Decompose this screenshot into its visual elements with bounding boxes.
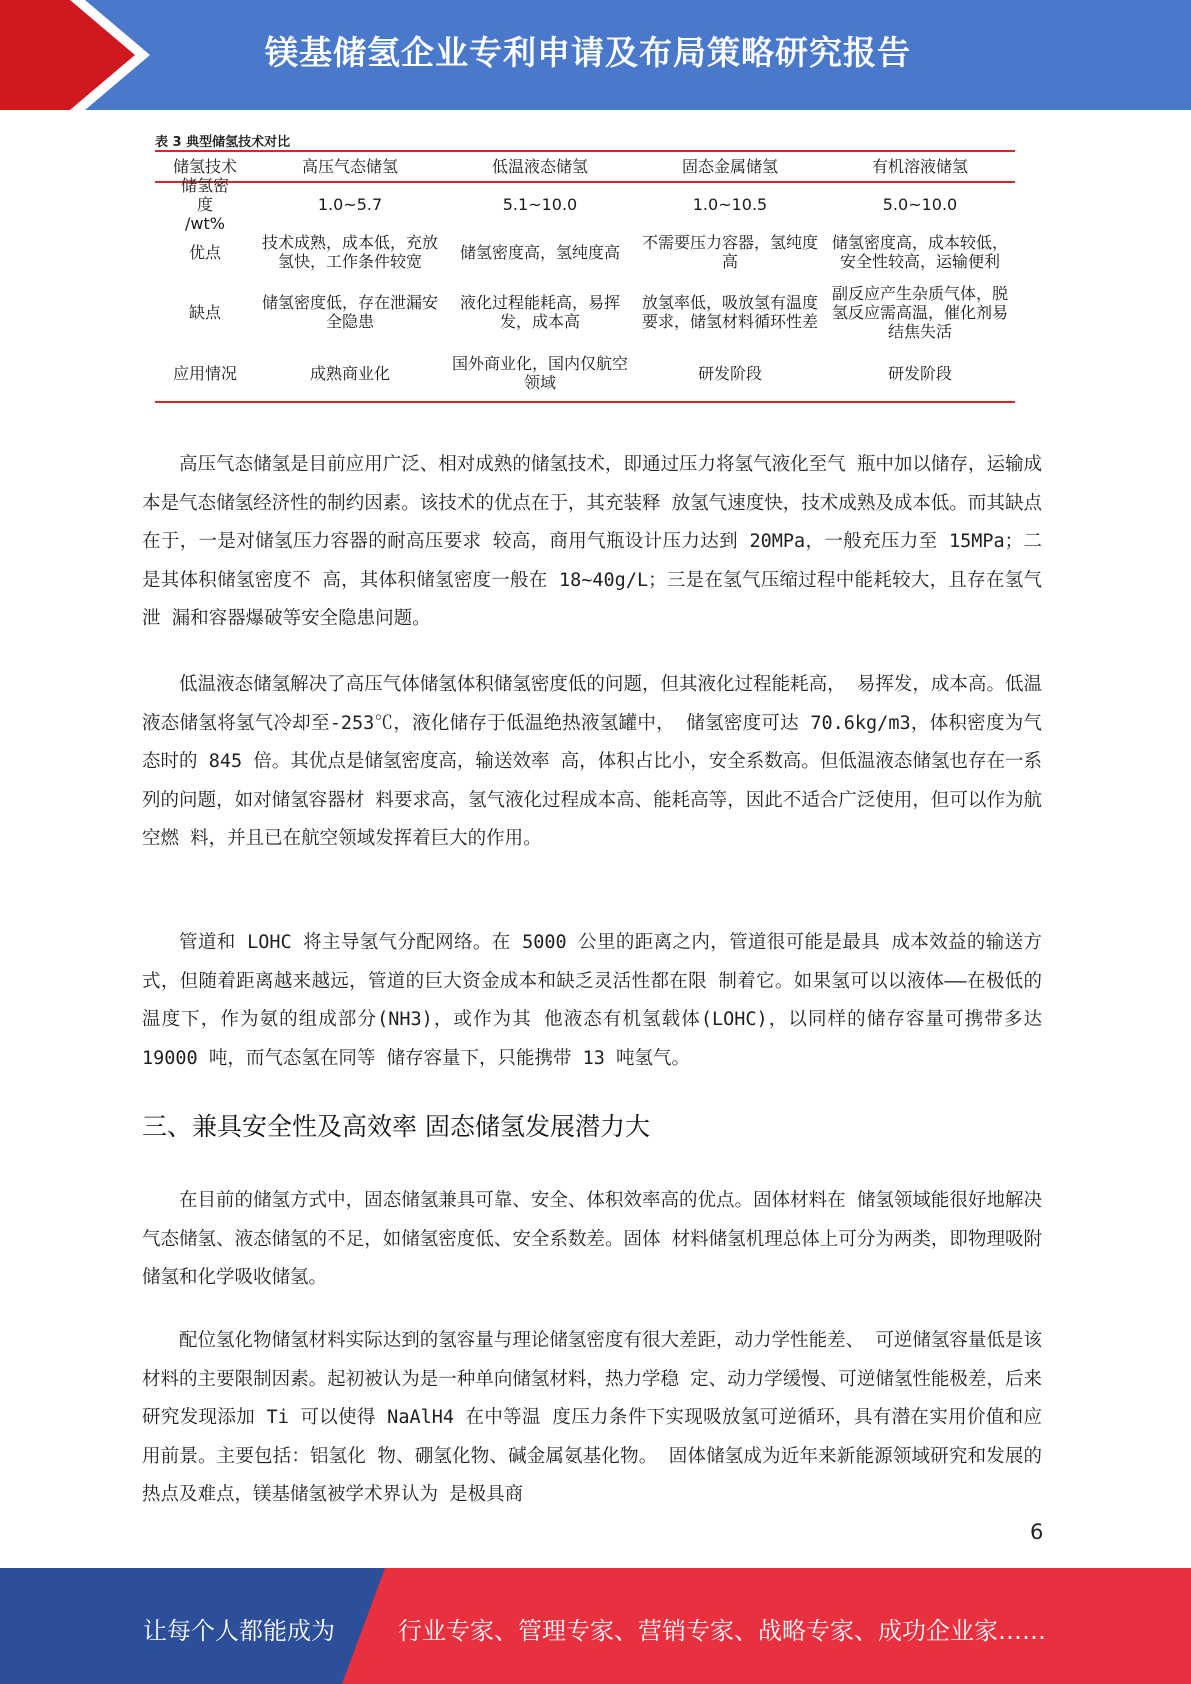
table-cell: 储氢密度低，存在泄漏安全隐患 — [261, 293, 438, 331]
table-header-row — [155, 152, 1015, 181]
table-header-cell: 固态金属储氢 — [681, 157, 778, 176]
paragraph-low-temp-liquid: 低温液态储氢解决了高压气体储氢体积储氢密度低的问题，但其液化过程能耗高， 易挥发，成本高。低温液态储氢将氢气冷却至-253℃，液化储存于低温绝热液氢罐中， 储氢密度可达 70.6kg/m3，体积密度为气态时的 845 倍。其优点是储氢密度高，输送效率 高，体积占比小，安全系数高。但低温液态储氢也存在一系列的问题，如对储氢容器材 料要求高，氢气液化过程成本高、能耗高等，因此不适合广泛使用，但可以作为航空燃 料，并且已在航空领域发挥着巨大的作用。 — [142, 674, 1042, 849]
paragraph-complex-hydride: 配位氢化物储氢材料实际达到的氢容量与理论储氢密度有很大差距，动力学性能差、 可逆储氢容量低是该材料的主要限制因素。起初被认为是一种单向储氢材料，热力学稳 定、动力学缓慢、可逆储氢性能极差，后来研究发现添加 Ti 可以使得 NaAlH4 在中等温 度压力条件下实现吸放氢可逆循环，具有潜在实用价值和应用前景。主要包括：铝氢化 物、硼氢化物、碱金属氨基化物。 固体储氢成为近年来新能源领域研究和发展的热点及难点，镁基储氢被学术界认为 是极具商 — [142, 1330, 1042, 1505]
paragraph-pipeline-lohc: 管道和 LOHC 将主导氢气分配网络。在 5000 公里的距离之内，管道很可能是最具 成本效益的输送方式，但随着距离越来越远，管道的巨大资金成本和缺乏灵活性都在限 制着它。如果氢可以以液体——在极低的温度下，作为氨的组成部分(NH3)，或作为其 他液态有机氢载体(LOHC)，以同样的储存容量可携带多达 19000 吨，而气态氢在同等 储存容量下，只能携带 13 吨氢气。 — [142, 932, 1042, 1069]
table-cell: 国外商业化，国内仅航空领域 — [451, 354, 628, 392]
table-header-cell: 低温液态储氢 — [491, 157, 588, 176]
table-row — [155, 175, 1015, 233]
table-bottom-rule — [155, 401, 1015, 403]
table-row — [155, 348, 1015, 398]
table-cell: 缺点 — [188, 302, 221, 322]
table-cell: 液化过程能耗高，易挥发，成本高 — [459, 293, 620, 331]
table-cell: 5.0~10.0 — [882, 194, 958, 214]
page-header — [0, 0, 1191, 110]
paragraph-high-pressure-gas: 高压气态储氢是目前应用广泛、相对成熟的储氢技术，即通过压力将氢气液化至气 瓶中加以储存，运输成本是气态储氢经济性的制约因素。该技术的优点在于，其充装释 放氢气速度快，技术成熟及成本低。而其缺点在于，一是对储氢压力容器的耐高压要求 较高，商用气瓶设计压力达到 20MPa，一般充压力至 15MPa；二是其体积储氢密度不 高，其体积储氢密度一般在 18~40g/L；三是在氢气压缩过程中能耗较大，且存在氢气泄 漏和容器爆破等安全隐患问题。 — [142, 454, 1042, 629]
table-header-cell: 高压气态储氢 — [301, 157, 398, 176]
table-cell: 技术成熟，成本低，充放氢快，工作条件较宽 — [261, 233, 438, 271]
table-cell: 副反应产生杂质气体，脱氢反应需高温，催化剂易结焦失活 — [831, 283, 1008, 341]
table-row — [155, 226, 1015, 278]
table-cell: 研发阶段 — [887, 363, 952, 383]
table-cell: 储氢密度 /wt% — [180, 175, 229, 233]
page-footer — [0, 1568, 1191, 1684]
footer-slogan-right: 行业专家、管理专家、营销专家、战略专家、成功企业家…… — [398, 1617, 1046, 1645]
report-title: 镁基储氢企业专利申请及布局策略研究报告 — [265, 33, 911, 72]
table-cell: 5.1~10.0 — [502, 194, 578, 214]
table-cell: 不需要压力容器，氢纯度高 — [641, 233, 818, 271]
table-caption: 表 3 典型储氢技术对比 — [155, 135, 291, 150]
table-cell: 1.0~5.7 — [317, 194, 383, 214]
table-header-cell: 有机溶液储氢 — [871, 157, 968, 176]
table-cell: 研发阶段 — [697, 363, 762, 383]
table-cell: 成熟商业化 — [309, 363, 390, 383]
table-cell: 放氢率低，吸放氢有温度要求，储氢材料循环性差 — [641, 293, 818, 331]
section-heading: 三、兼具安全性及高效率 固态储氢发展潜力大 — [142, 1112, 650, 1141]
table-cell: 优点 — [188, 242, 221, 262]
table-cell: 1.0~10.5 — [692, 194, 768, 214]
footer-slogan-left: 让每个人都能成为 — [143, 1617, 335, 1645]
page-number: 6 — [1030, 1520, 1044, 1544]
table-row — [155, 279, 1015, 345]
header-arrow-decoration — [0, 0, 150, 110]
table-cell: 应用情况 — [172, 363, 237, 383]
table-header-cell: 储氢技术 — [172, 157, 237, 176]
table-cell: 储氢密度高，成本较低，安全性较高，运输便利 — [831, 233, 1008, 271]
table-cell: 储氢密度高，氢纯度高 — [459, 242, 620, 262]
paragraph-solid-storage: 在目前的储氢方式中，固态储氢兼具可靠、安全、体积效率高的优点。固体材料在 储氢领域能很好地解决气态储氢、液态储氢的不足，如储氢密度低、安全系数差。固体 材料储氢机理总体上可分为两类，即物理吸附储氢和化学吸收储氢。 — [142, 1190, 1042, 1288]
